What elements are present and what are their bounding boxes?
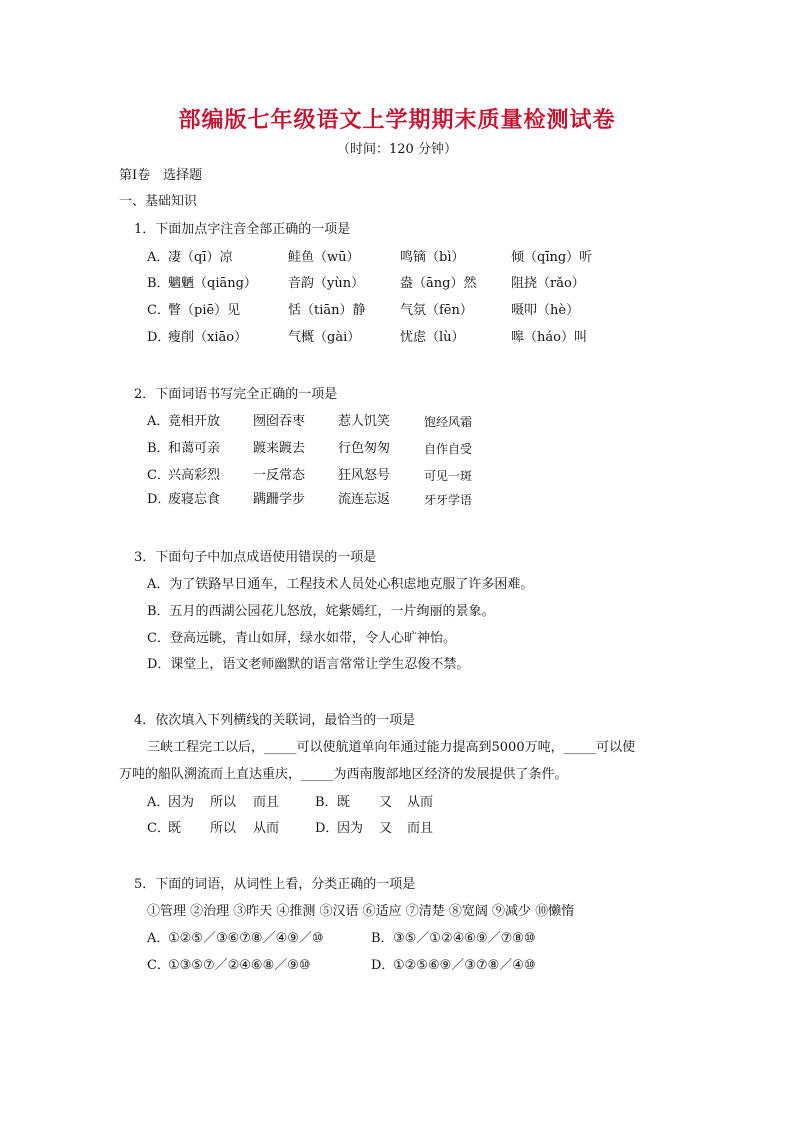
q1-option-b-label: B．: [147, 276, 170, 291]
q1-option-b-item-1: 魑魉（qiāng）: [168, 276, 257, 291]
q1-option-d-item-4: 嗥（háo）叫: [511, 330, 587, 345]
q4-option-c-item-2: 所以: [210, 821, 237, 836]
q3-sentence-b: B．五月的西湖公园花儿怒放，姹紫嫣红，一片绚丽的景象。: [147, 604, 495, 619]
q2-option-a-label: A．: [147, 414, 170, 429]
question-2-stem: 2．下面词语书写完全正确的一项是: [134, 387, 338, 402]
q4-option-b-label: B．: [315, 795, 338, 810]
page-title: 部编版七年级语文上学期期末质量检测试卷: [178, 108, 616, 133]
question-3-stem: 3．下面句子中加点成语使用错误的一项是: [134, 550, 377, 565]
time-limit: （时间：120 分钟）: [337, 142, 457, 157]
part-heading: 第Ⅰ卷 选择题: [119, 168, 203, 183]
q4-option-b-item-3: 从而: [407, 795, 434, 810]
q1-option-d-label: D．: [147, 330, 171, 345]
q4-option-d-label: D．: [315, 821, 339, 836]
question-1-stem: 1．下面加点字注音全部正确的一项是: [134, 222, 351, 237]
q1-option-a-item-2: 鲑鱼（wū）: [288, 250, 360, 265]
q2-option-a-item-1: 竟相开放: [168, 414, 221, 429]
q4-passage-line-1: 三峡工程完工以后，_____可以使航道单向年通过能力提高到5000万吨，_____可以使: [147, 740, 636, 755]
q2-option-d-item-1: 废寝忘食: [168, 492, 221, 507]
q2-option-d-item-4: 牙牙学语: [424, 493, 473, 507]
q1-option-b-item-4: 阻挠（rǎo）: [511, 276, 585, 291]
q4-option-c-label: C．: [147, 821, 170, 836]
q2-option-b-item-4: 自作自受: [424, 442, 473, 456]
q2-option-c-item-4: 可见一斑: [424, 469, 473, 483]
q4-option-c-item-3: 从而: [253, 821, 280, 836]
q5-option-d-label: D．: [371, 958, 395, 973]
q4-option-a-label: A．: [147, 795, 170, 810]
q1-option-c-item-2: 恬（tiān）静: [288, 303, 366, 318]
q4-option-b-item-2: 又: [379, 795, 393, 810]
q4-option-a-item-3: 而且: [253, 795, 280, 810]
q2-option-b-item-3: 行色匆匆: [338, 441, 391, 456]
q4-option-d-item-2: 又: [379, 821, 393, 836]
q2-option-b-item-1: 和蔼可亲: [168, 441, 221, 456]
q5-option-a-text: ①②⑤／③⑥⑦⑧／④⑨／⑩: [168, 931, 324, 946]
q4-passage-line-2: 万吨的船队溯流而上直达重庆，_____为西南腹部地区经济的发展提供了条件。: [119, 767, 568, 782]
q1-option-d-item-1: 瘦削（xiāo）: [168, 330, 248, 345]
question-5-stem: 5．下面的词语，从词性上看，分类正确的一项是: [134, 877, 416, 892]
q1-option-d-item-2: 气概（gài）: [288, 330, 361, 345]
q2-option-c-label: C．: [147, 468, 170, 483]
q2-option-b-label: B．: [147, 441, 170, 456]
q2-option-a-item-3: 惹人饥笑: [338, 414, 391, 429]
q2-option-c-item-2: 一反常态: [253, 468, 306, 483]
q4-option-c-item-1: 既: [168, 821, 182, 836]
q5-option-a-label: A．: [147, 931, 170, 946]
q1-option-a-label: A．: [147, 250, 170, 265]
q1-option-c-item-3: 气氛（fēn）: [400, 303, 473, 318]
q2-option-d-item-3: 流连忘返: [338, 492, 391, 507]
q1-option-d-item-3: 忧虑（lù）: [400, 330, 465, 345]
section-heading: 一、基础知识: [119, 194, 198, 209]
q5-option-c-label: C．: [147, 958, 170, 973]
q5-option-b-text: ③⑤／①②④⑥⑨／⑦⑧⑩: [393, 931, 536, 946]
q2-option-c-item-1: 兴高彩烈: [168, 468, 221, 483]
q2-option-a-item-4: 饱经风霜: [424, 415, 473, 429]
q3-sentence-d: D．课堂上，语文老师幽默的语言常常让学生忍俊不禁。: [147, 657, 470, 672]
q4-option-d-item-3: 而且: [407, 821, 434, 836]
q2-option-b-item-2: 踱来踱去: [253, 441, 306, 456]
q5-word-list: ①管理 ②治理 ③昨天 ④推测 ⑤汉语 ⑥适应 ⑦清楚 ⑧宽阔 ⑨减少 ⑩懒惰: [147, 904, 575, 919]
q4-option-d-item-1: 因为: [337, 821, 364, 836]
q1-option-a-item-3: 鸣镝（bì）: [400, 250, 465, 265]
q3-sentence-a: A．为了铁路早日通车，工程技术人员处心积虑地克服了许多困难。: [147, 577, 534, 592]
q2-option-d-label: D．: [147, 492, 171, 507]
q5-option-b-label: B．: [371, 931, 394, 946]
q2-option-c-item-3: 狂风怒号: [338, 468, 391, 483]
q4-option-a-item-2: 所以: [210, 795, 237, 810]
q1-option-c-item-1: 瞥（piē）见: [168, 303, 241, 318]
q5-option-c-text: ①③⑤⑦／②④⑥⑧／⑨⑩: [168, 958, 311, 973]
q3-sentence-c: C．登高远眺，青山如屏，绿水如带，令人心旷神怡。: [147, 631, 456, 646]
q1-option-b-item-3: 盎（āng）然: [400, 276, 477, 291]
q1-option-c-label: C．: [147, 303, 170, 318]
question-4-stem: 4．依次填入下列横线的关联词，最恰当的一项是: [134, 713, 416, 728]
q1-option-b-item-2: 音韵（yùn）: [288, 276, 365, 291]
q1-option-a-item-1: 凄（qī）凉: [168, 250, 233, 265]
q2-option-d-item-2: 蹒跚学步: [253, 492, 306, 507]
q4-option-a-item-1: 因为: [168, 795, 195, 810]
q5-option-d-text: ①②⑤⑥⑨／③⑦⑧／④⑩: [393, 958, 536, 973]
q1-option-a-item-4: 倾（qīng）听: [511, 250, 593, 265]
q2-option-a-item-2: 囫囵吞枣: [253, 414, 306, 429]
q1-option-c-item-4: 嗫叩（hè）: [511, 303, 580, 318]
q4-option-b-item-1: 既: [337, 795, 351, 810]
